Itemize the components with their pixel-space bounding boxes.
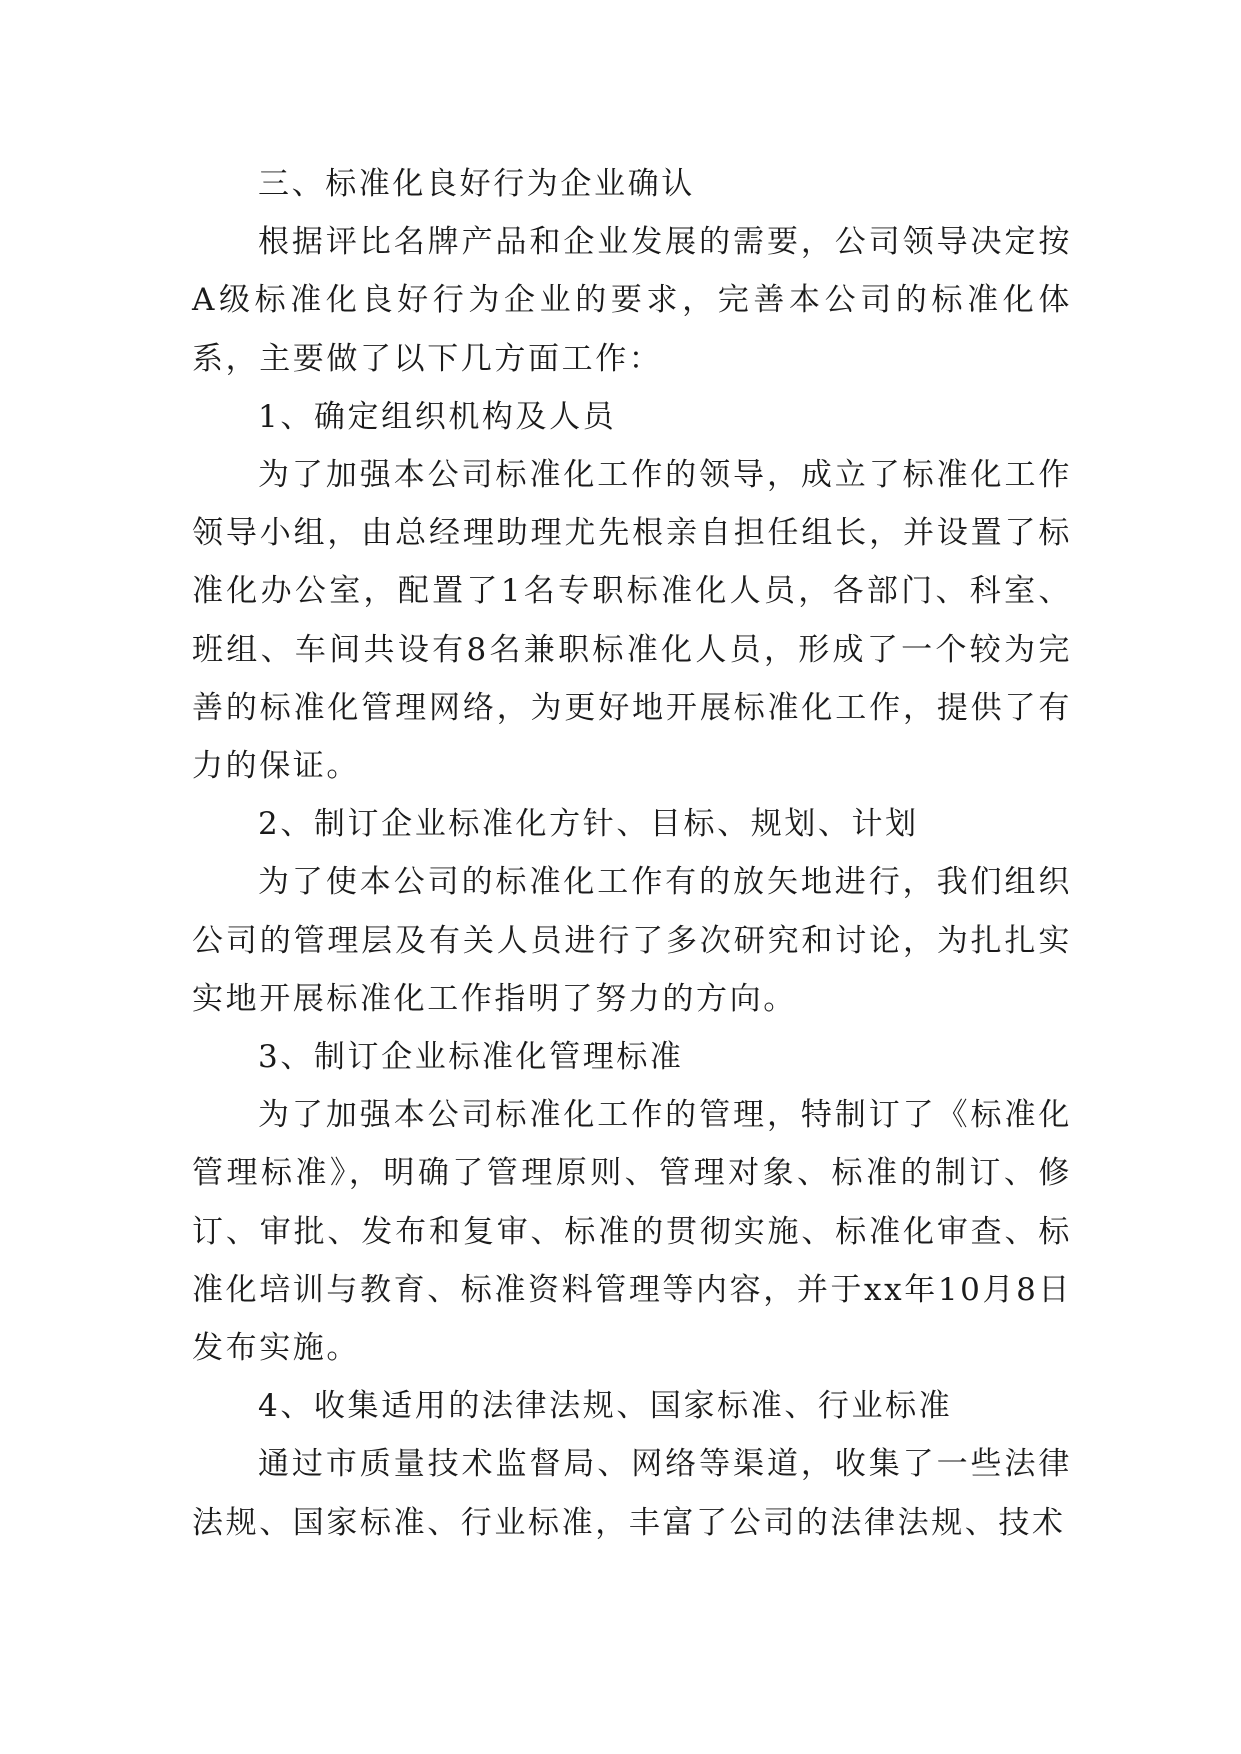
body-paragraph: 为了加强本公司标准化工作的管理，特制订了《标准化管理标准》，明确了管理原则、管理对象、标准的制订、修订、审批、发布和复审、标准的贯彻实施、标准化审查、标准化培训与教育、标准资料管理等内容，并于xx年10月8日发布实施。 <box>192 1097 1072 1367</box>
subsection-heading: 4、收集适用的法律法规、国家标准、行业标准 <box>258 1388 953 1425</box>
body-paragraph: 为了加强本公司标准化工作的领导，成立了标准化工作领导小组，由总经理助理尤先根亲自担任组长，并设置了标准化办公室，配置了1名专职标准化人员，各部门、科室、班组、车间共设有8名兼职标准化人员，形成了一个较为完善的标准化管理网络，为更好地开展标准化工作，提供了有力的保证。 <box>192 457 1072 785</box>
body-paragraph: 根据评比名牌产品和企业发展的需要，公司领导决定按A级标准化良好行为企业的要求，完善本公司的标准化体系，主要做了以下几方面工作： <box>192 224 1072 377</box>
section-heading: 三、标准化良好行为企业确认 <box>258 166 695 202</box>
subsection-heading: 1、确定组织机构及人员 <box>258 398 617 435</box>
subsection-heading: 3、制订企业标准化管理标准 <box>258 1039 684 1076</box>
body-paragraph: 通过市质量技术监督局、网络等渠道，收集了一些法律法规、国家标准、行业标准，丰富了公司的法律法规、技术 <box>192 1446 1072 1541</box>
document-page <box>192 155 1072 1552</box>
subsection-heading: 2、制订企业标准化方针、目标、规划、计划 <box>258 806 919 843</box>
body-paragraph: 为了使本公司的标准化工作有的放矢地进行，我们组织公司的管理层及有关人员进行了多次研究和讨论，为扎扎实实地开展标准化工作指明了努力的方向。 <box>192 864 1072 1017</box>
